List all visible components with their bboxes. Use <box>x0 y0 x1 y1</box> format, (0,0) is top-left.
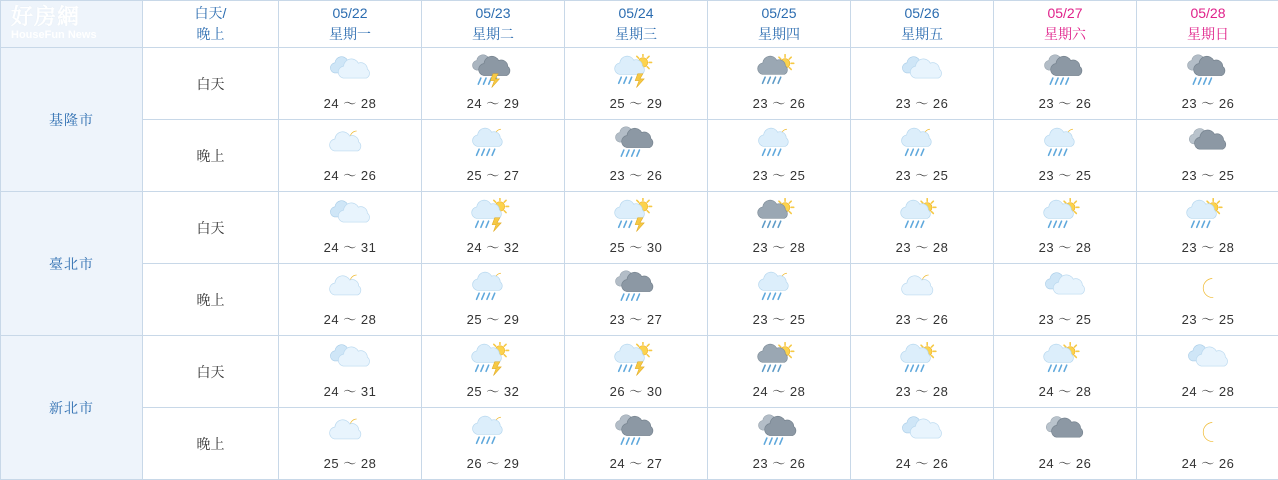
period-label: 白天 <box>143 192 279 264</box>
temperature-range: 23 ～ 28 <box>1038 240 1092 255</box>
day-header-4 <box>851 1 994 48</box>
moon-cloud-rain-icon <box>1039 127 1091 161</box>
forecast-cell <box>565 264 708 336</box>
forecast-cell <box>422 192 565 264</box>
forecast-cell-content <box>1137 264 1278 335</box>
forecast-cell-content <box>708 48 850 119</box>
temperature-range: 25 ～ 27 <box>466 168 520 183</box>
forecast-cell <box>279 48 422 120</box>
sun-thunder-rain-icon <box>610 199 662 233</box>
sun-cloud-rain-icon <box>1039 199 1091 233</box>
forecast-cell <box>994 192 1137 264</box>
cloudy-icon <box>324 343 376 377</box>
temperature-range: 23 ～ 25 <box>1038 168 1092 183</box>
forecast-cell <box>422 120 565 192</box>
forecast-cell <box>279 408 422 480</box>
temperature-range: 24 ～ 31 <box>323 240 377 255</box>
forecast-cell <box>851 120 994 192</box>
day-header-1 <box>422 1 565 48</box>
forecast-cell-content <box>708 408 850 479</box>
day-date: 05/27 <box>1047 5 1083 21</box>
moon-cloud-icon <box>324 271 376 305</box>
day-weekday: 星期一 <box>329 26 371 42</box>
forecast-cell-content <box>851 264 993 335</box>
temperature-range: 23 ～ 25 <box>1181 168 1235 183</box>
cloudy-icon <box>896 415 948 449</box>
temperature-range: 24 ～ 26 <box>895 456 949 471</box>
cloudy-icon <box>324 55 376 89</box>
forecast-cell-content <box>422 48 564 119</box>
forecast-cell <box>422 264 565 336</box>
temperature-range: 23 ～ 28 <box>752 240 806 255</box>
forecast-cell-content <box>708 336 850 407</box>
forecast-cell <box>994 264 1137 336</box>
forecast-cell-content <box>851 408 993 479</box>
day-date: 05/25 <box>761 5 797 21</box>
day-header-2 <box>565 1 708 48</box>
day-header-3 <box>708 1 851 48</box>
sun-cloud-rain-dark-icon <box>753 55 805 89</box>
table-row <box>1 192 1278 264</box>
sun-thunder-rain-icon <box>610 343 662 377</box>
forecast-cell <box>851 48 994 120</box>
day-date: 05/23 <box>475 5 511 21</box>
day-date: 05/22 <box>332 5 368 21</box>
forecast-cell-content <box>565 336 707 407</box>
forecast-cell-content <box>1137 192 1278 263</box>
forecast-cell <box>1137 120 1278 192</box>
temperature-range: 25 ～ 29 <box>609 96 663 111</box>
forecast-cell <box>851 336 994 408</box>
day-header-5 <box>994 1 1137 48</box>
forecast-cell-content <box>851 336 993 407</box>
rain-dark-icon <box>753 415 805 449</box>
sun-cloud-rain-dark-icon <box>753 343 805 377</box>
temperature-range: 23 ～ 28 <box>895 240 949 255</box>
table-row <box>1 120 1278 192</box>
temperature-range: 24 ～ 26 <box>323 168 377 183</box>
table-header-row <box>1 1 1278 48</box>
logo-text-cn: 好房網 <box>11 4 81 29</box>
site-logo-cell <box>1 1 143 48</box>
temperature-range: 24 ～ 28 <box>1181 384 1235 399</box>
temperature-range: 23 ～ 25 <box>752 168 806 183</box>
forecast-cell-content <box>279 408 421 479</box>
period-label: 晚上 <box>143 408 279 480</box>
forecast-cell-content <box>565 120 707 191</box>
forecast-cell-content <box>708 120 850 191</box>
forecast-cell-content <box>565 408 707 479</box>
rain-dark-icon <box>610 271 662 305</box>
forecast-cell-content <box>708 264 850 335</box>
forecast-cell-content <box>565 264 707 335</box>
table-body <box>1 48 1278 480</box>
forecast-cell <box>1137 336 1278 408</box>
day-weekday: 星期二 <box>472 26 514 42</box>
forecast-cell <box>851 264 994 336</box>
forecast-cell <box>994 48 1137 120</box>
forecast-cell-content <box>994 192 1136 263</box>
sun-cloud-rain-icon <box>896 343 948 377</box>
temperature-range: 24 ～ 26 <box>1038 456 1092 471</box>
forecast-cell-content <box>422 336 564 407</box>
forecast-cell <box>565 48 708 120</box>
table-row <box>1 336 1278 408</box>
thunder-rain-dark-icon <box>467 55 519 89</box>
forecast-cell <box>565 408 708 480</box>
city-label: 新北市 <box>1 336 143 480</box>
cloud-dark-icon <box>1039 415 1091 449</box>
forecast-cell-content <box>994 336 1136 407</box>
forecast-cell-content <box>422 408 564 479</box>
temperature-range: 23 ～ 26 <box>1181 96 1235 111</box>
forecast-cell-content <box>279 336 421 407</box>
day-header-0 <box>279 1 422 48</box>
period-label: 晚上 <box>143 120 279 192</box>
moon-cloud-rain-icon <box>467 127 519 161</box>
temperature-range: 24 ～ 28 <box>323 96 377 111</box>
forecast-cell <box>422 408 565 480</box>
temperature-range: 25 ～ 30 <box>609 240 663 255</box>
moon-cloud-rain-icon <box>896 127 948 161</box>
cloudy-icon <box>896 55 948 89</box>
temperature-range: 23 ～ 27 <box>609 312 663 327</box>
forecast-cell-content <box>1137 120 1278 191</box>
sun-thunder-rain-icon <box>467 343 519 377</box>
temperature-range: 23 ～ 26 <box>752 456 806 471</box>
temperature-range: 24 ～ 27 <box>609 456 663 471</box>
temperature-range: 23 ～ 26 <box>752 96 806 111</box>
forecast-cell-content <box>422 264 564 335</box>
period-label: 白天 <box>143 336 279 408</box>
forecast-cell <box>708 336 851 408</box>
forecast-cell <box>279 192 422 264</box>
cloud-dark-icon <box>1182 127 1234 161</box>
temperature-range: 24 ～ 31 <box>323 384 377 399</box>
sun-thunder-rain-icon <box>467 199 519 233</box>
temperature-range: 26 ～ 30 <box>609 384 663 399</box>
moon-cloud-rain-icon <box>467 415 519 449</box>
moon-cloud-icon <box>324 415 376 449</box>
temperature-range: 24 ～ 28 <box>323 312 377 327</box>
forecast-cell-content <box>851 192 993 263</box>
temperature-range: 23 ～ 25 <box>895 168 949 183</box>
moon-icon <box>1182 271 1234 305</box>
day-date: 05/24 <box>618 5 654 21</box>
day-date: 05/28 <box>1190 5 1226 21</box>
forecast-cell <box>1137 408 1278 480</box>
logo-text-en: HouseFun News <box>11 29 97 41</box>
rain-dark-icon <box>610 127 662 161</box>
cloudy-icon <box>324 199 376 233</box>
city-label: 臺北市 <box>1 192 143 336</box>
forecast-cell <box>708 264 851 336</box>
cloudy-icon <box>1182 343 1234 377</box>
sun-cloud-rain-dark-icon <box>753 199 805 233</box>
period-column-header <box>143 1 279 48</box>
temperature-range: 23 ～ 25 <box>752 312 806 327</box>
forecast-cell-content <box>851 120 993 191</box>
forecast-cell <box>1137 264 1278 336</box>
forecast-cell <box>994 408 1137 480</box>
temperature-range: 23 ～ 26 <box>1038 96 1092 111</box>
forecast-cell-content <box>994 48 1136 119</box>
temperature-range: 26 ～ 29 <box>466 456 520 471</box>
temperature-range: 23 ～ 28 <box>1181 240 1235 255</box>
sun-cloud-rain-icon <box>1039 343 1091 377</box>
forecast-cell-content <box>851 48 993 119</box>
temperature-range: 24 ～ 28 <box>1038 384 1092 399</box>
forecast-cell-content <box>1137 48 1278 119</box>
temperature-range: 24 ～ 28 <box>752 384 806 399</box>
forecast-cell <box>708 192 851 264</box>
forecast-cell-content <box>1137 408 1278 479</box>
period-label: 晚上 <box>143 264 279 336</box>
day-weekday: 星期六 <box>1044 26 1086 42</box>
forecast-cell <box>851 192 994 264</box>
temperature-range: 25 ～ 29 <box>466 312 520 327</box>
temperature-range: 23 ～ 26 <box>895 96 949 111</box>
period-label: 白天 <box>143 48 279 120</box>
forecast-cell-content <box>994 264 1136 335</box>
forecast-cell-content <box>279 192 421 263</box>
forecast-cell-content <box>422 120 564 191</box>
day-weekday: 星期三 <box>615 26 657 42</box>
forecast-cell <box>565 120 708 192</box>
forecast-cell-content <box>565 48 707 119</box>
moon-cloud-icon <box>896 271 948 305</box>
forecast-cell <box>279 264 422 336</box>
forecast-cell-content <box>279 264 421 335</box>
temperature-range: 23 ～ 26 <box>609 168 663 183</box>
temperature-range: 24 ～ 32 <box>466 240 520 255</box>
day-weekday: 星期五 <box>901 26 943 42</box>
temperature-range: 25 ～ 32 <box>466 384 520 399</box>
forecast-cell <box>279 336 422 408</box>
temperature-range: 24 ～ 29 <box>466 96 520 111</box>
rain-dark-icon <box>1182 55 1234 89</box>
period-header-line1: 白天/ <box>194 5 227 21</box>
period-header-line2: 晚上 <box>196 26 225 42</box>
temperature-range: 23 ～ 25 <box>1038 312 1092 327</box>
forecast-cell-content <box>279 120 421 191</box>
forecast-cell-content <box>422 192 564 263</box>
moon-cloud-rain-icon <box>753 127 805 161</box>
forecast-cell <box>422 48 565 120</box>
cloudy-icon <box>1039 271 1091 305</box>
forecast-cell-content <box>565 192 707 263</box>
moon-cloud-rain-icon <box>753 271 805 305</box>
forecast-cell <box>708 48 851 120</box>
temperature-range: 25 ～ 28 <box>323 456 377 471</box>
forecast-cell <box>708 120 851 192</box>
forecast-cell <box>565 192 708 264</box>
city-label: 基隆市 <box>1 48 143 192</box>
table-row <box>1 48 1278 120</box>
forecast-cell <box>851 408 994 480</box>
day-header-6 <box>1137 1 1278 48</box>
temperature-range: 24 ～ 26 <box>1181 456 1235 471</box>
day-date: 05/26 <box>904 5 940 21</box>
temperature-range: 23 ～ 28 <box>895 384 949 399</box>
day-weekday: 星期日 <box>1187 26 1229 42</box>
housefun-logo <box>11 6 97 41</box>
forecast-cell <box>994 120 1137 192</box>
sun-cloud-rain-icon <box>896 199 948 233</box>
day-weekday: 星期四 <box>758 26 800 42</box>
forecast-cell <box>1137 192 1278 264</box>
moon-cloud-icon <box>324 127 376 161</box>
forecast-cell-content <box>994 120 1136 191</box>
sun-thunder-rain-icon <box>610 55 662 89</box>
rain-dark-icon <box>1039 55 1091 89</box>
forecast-cell <box>279 120 422 192</box>
forecast-cell <box>994 336 1137 408</box>
forecast-cell-content <box>994 408 1136 479</box>
temperature-range: 23 ～ 26 <box>895 312 949 327</box>
forecast-cell-content <box>279 48 421 119</box>
forecast-cell-content <box>1137 336 1278 407</box>
forecast-cell <box>708 408 851 480</box>
table-row <box>1 264 1278 336</box>
forecast-cell-content <box>708 192 850 263</box>
forecast-cell <box>422 336 565 408</box>
moon-cloud-rain-icon <box>467 271 519 305</box>
forecast-cell <box>1137 48 1278 120</box>
sun-cloud-rain-icon <box>1182 199 1234 233</box>
rain-dark-icon <box>610 415 662 449</box>
table-row <box>1 408 1278 480</box>
forecast-cell <box>565 336 708 408</box>
moon-icon <box>1182 415 1234 449</box>
temperature-range: 23 ～ 25 <box>1181 312 1235 327</box>
